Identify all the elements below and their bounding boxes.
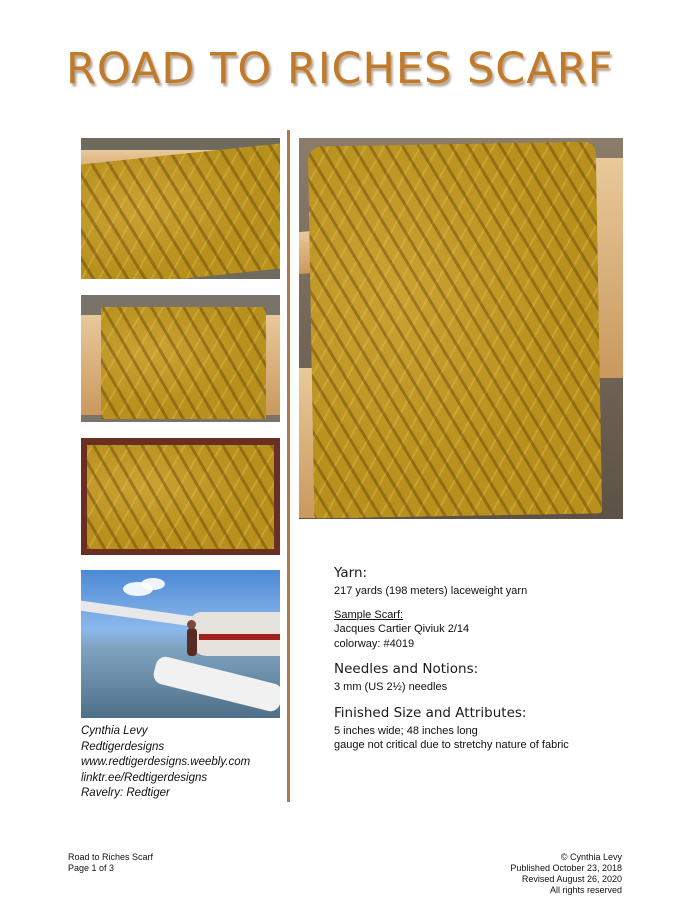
footer-pattern-title: Road to Riches Scarf (68, 852, 154, 862)
scarf-closeup-photo (81, 295, 280, 422)
linktree-link[interactable]: linktr.ee/Redtigerdesigns (81, 771, 208, 784)
column-divider (287, 130, 290, 802)
sample-yarn: Jacques Cartier Qiviuk 2/14 (334, 623, 470, 635)
ravelry-handle: Ravelry: Redtiger (81, 787, 170, 799)
needles-value: 3 mm (US 2½) needles (334, 681, 448, 693)
colorway: colorway: #4019 (334, 637, 415, 650)
website-link[interactable]: www.redtigerdesigns.weebly.com (81, 756, 251, 768)
size-heading: Finished Size and Attributes: (334, 704, 527, 721)
scarf-flat-photo (81, 438, 280, 555)
revised-date: Revised August 26, 2020 (521, 874, 622, 884)
yarn-amount: 217 yards (198 meters) laceweight yarn (334, 585, 528, 597)
brand-name: Redtigerdesigns (81, 740, 165, 753)
copyright: © Cynthia Levy (560, 852, 622, 862)
size-gauge: gauge not critical due to stretchy nature of fabric (334, 739, 569, 751)
designer-contact (81, 724, 291, 802)
scarf-on-fence-photo (81, 138, 280, 279)
rights: All rights reserved (549, 885, 622, 895)
footer-right (510, 852, 622, 896)
designer-name: Cynthia Levy (81, 725, 148, 737)
designer-floatplane-photo (81, 570, 280, 718)
published-date: Published October 23, 2018 (510, 863, 622, 873)
scarf-main-photo (299, 138, 623, 519)
footer-left (68, 852, 153, 874)
pattern-details (334, 565, 664, 753)
size-dimensions: 5 inches wide; 48 inches long (334, 724, 478, 737)
pattern-title: ROAD TO RICHES SCARF (66, 44, 614, 94)
page-number: Page 1 of 3 (68, 863, 115, 873)
sample-scarf-label: Sample Scarf: (334, 608, 404, 621)
yarn-heading: Yarn: (334, 565, 368, 581)
needles-heading: Needles and Notions: (334, 661, 479, 677)
